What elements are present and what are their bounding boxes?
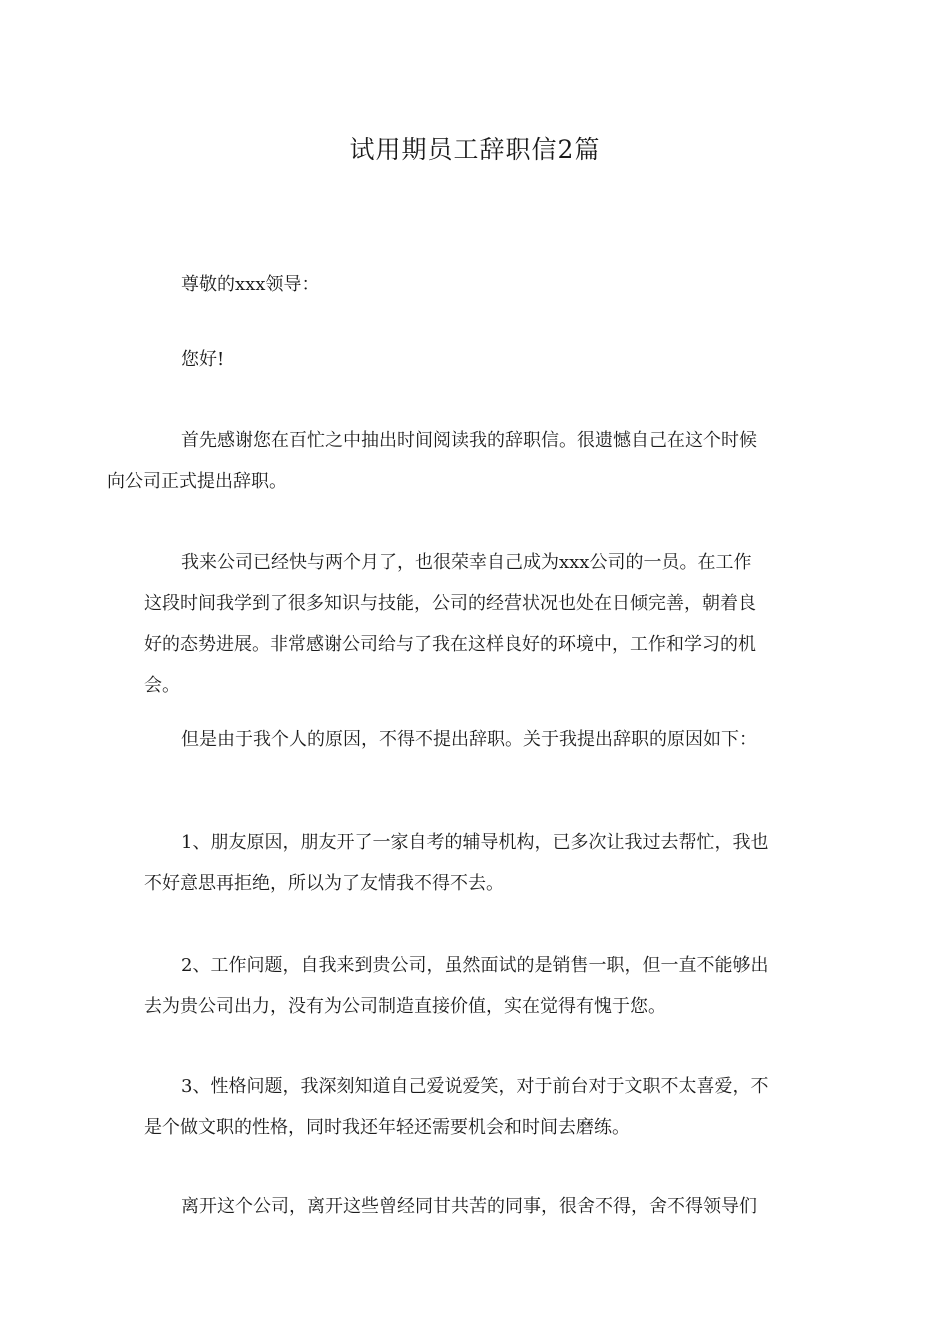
paragraph-line: 是个做文职的性格，同时我还年轻还需要机会和时间去磨练。 [144, 1117, 630, 1138]
paragraph-intro [107, 420, 808, 502]
paragraph-reasons-intro [144, 719, 808, 760]
paragraph-line: 去为贵公司出力，没有为公司制造直接价值，实在觉得有愧于您。 [144, 996, 666, 1017]
paragraph-line: 这段时间我学到了很多知识与技能，公司的经营状况也处在日倾完善，朝着良 [144, 593, 756, 614]
paragraph-experience [144, 542, 808, 706]
paragraph-salutation [144, 264, 808, 305]
paragraph-line: 离开这个公司，离开这些曾经同甘共苦的同事，很舍不得，舍不得领导们 [181, 1196, 757, 1217]
paragraph-reason-1 [144, 822, 808, 904]
paragraph-line: 会。 [144, 675, 180, 696]
paragraph-line: 3、性格问题，我深刻知道自己爱说爱笑，对于前台对于文职不太喜爱，不 [181, 1076, 769, 1097]
paragraph-line: 2、工作问题，自我来到贵公司，虽然面试的是销售一职，但一直不能够出 [181, 955, 769, 976]
paragraph-line: 1、朋友原因，朋友开了一家自考的辅导机构，已多次让我过去帮忙，我也 [181, 832, 769, 853]
paragraph-reason-3 [144, 1066, 808, 1148]
paragraph-line: 我来公司已经快与两个月了，也很荣幸自己成为xxx公司的一员。在工作 [181, 552, 752, 573]
paragraph-line: 首先感谢您在百忙之中抽出时间阅读我的辞职信。很遗憾自己在这个时候 [181, 430, 757, 451]
paragraph-line: 向公司正式提出辞职。 [107, 471, 287, 492]
paragraph-line: 您好! [181, 349, 225, 370]
paragraph-line: 不好意思再拒绝，所以为了友情我不得不去。 [144, 873, 504, 894]
document-title: 试用期员工辞职信2篇 [349, 135, 601, 164]
paragraph-reason-2 [144, 945, 808, 1027]
paragraph-greeting [144, 339, 808, 380]
paragraph-farewell [144, 1186, 808, 1227]
paragraph-line: 好的态势进展。非常感谢公司给与了我在这样良好的环境中，工作和学习的机 [144, 634, 756, 655]
paragraph-line: 尊敬的xxx领导： [181, 274, 320, 295]
paragraph-line: 但是由于我个人的原因，不得不提出辞职。关于我提出辞职的原因如下： [181, 729, 757, 750]
